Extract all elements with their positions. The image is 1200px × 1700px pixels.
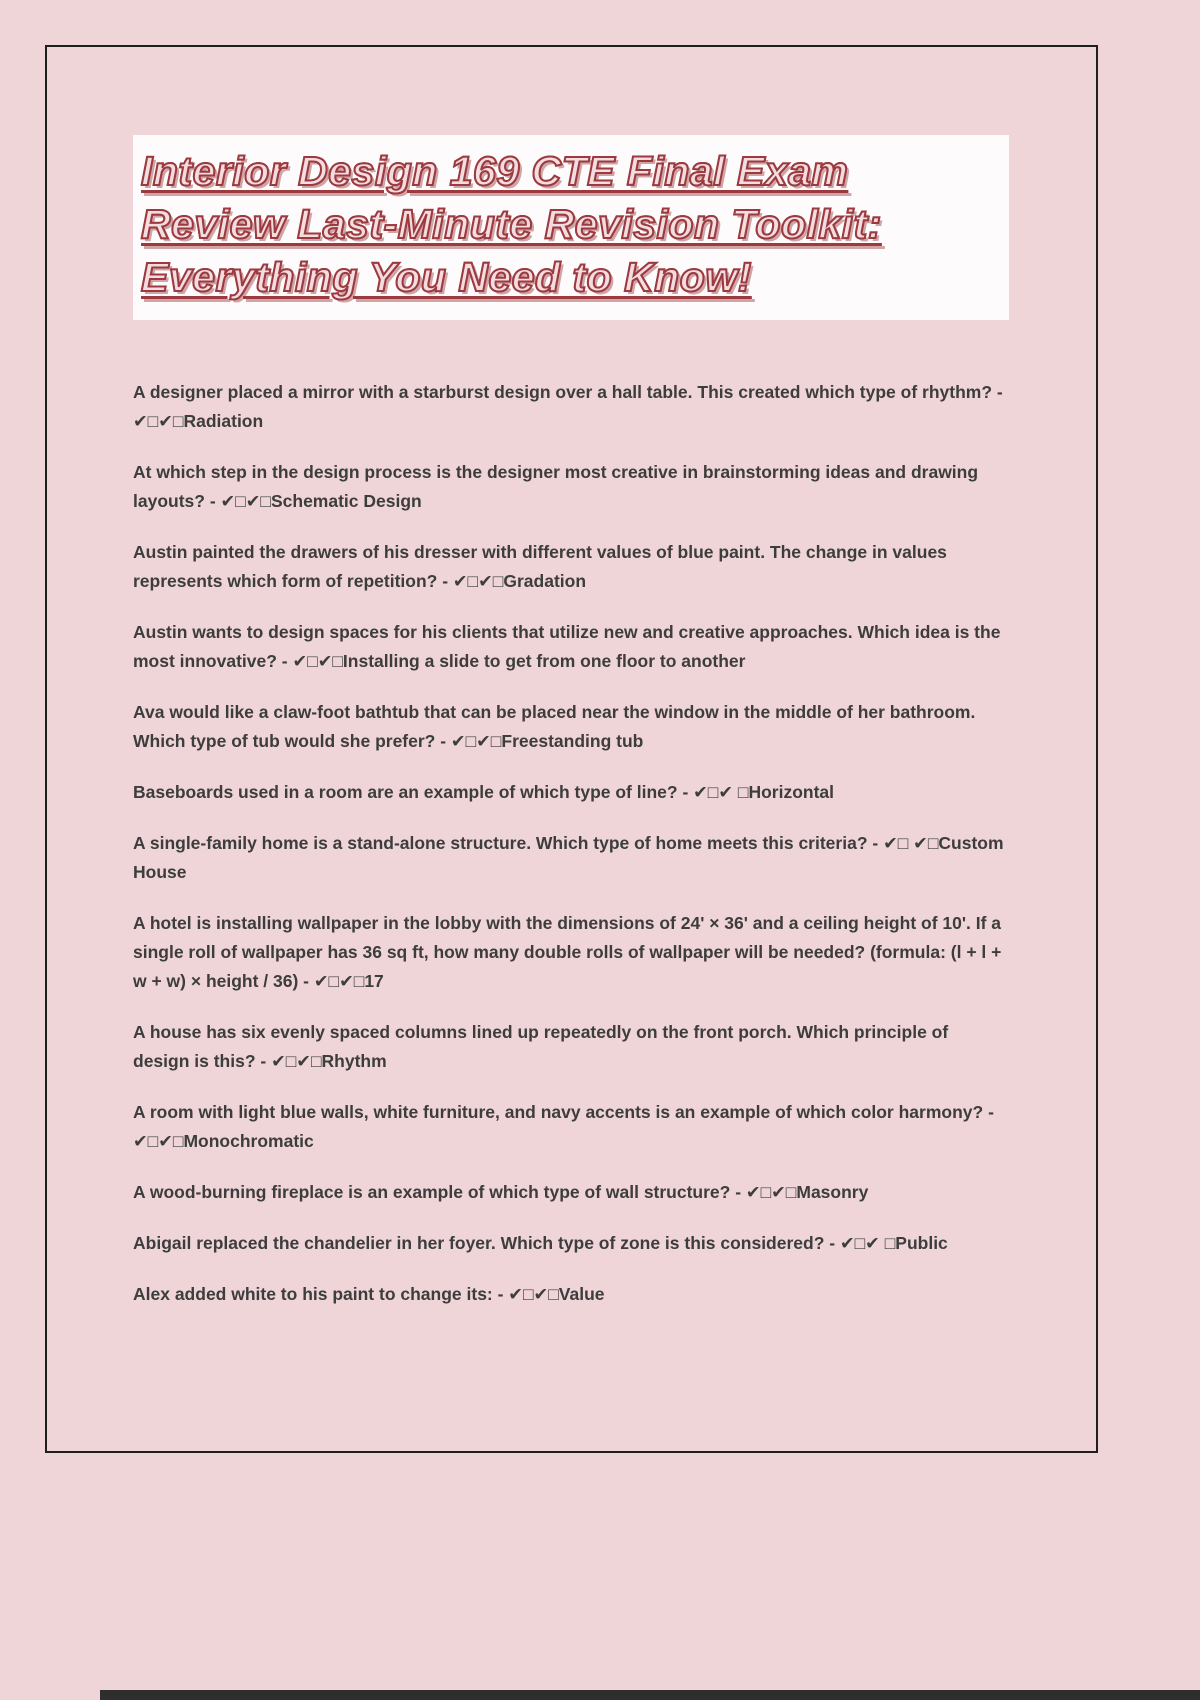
question-item-2: At which step in the design process is the designer most creative in brainstorming ideas and drawing layouts? - ✔□✔□Schematic Design xyxy=(133,462,979,511)
question-item-9: A house has six evenly spaced columns lined up repeatedly on the front porch. Which principle of design is this? - ✔□✔□Rhythm xyxy=(133,1022,949,1071)
question-item-11: A wood-burning fireplace is an example of which type of wall structure? - ✔□✔□Masonry xyxy=(133,1182,869,1202)
question-item-10: A room with light blue walls, white furniture, and navy accents is an example of which color harmony? - ✔□✔□Monochromatic xyxy=(133,1102,994,1151)
question-item-5: Ava would like a claw-foot bathtub that can be placed near the window in the middle of her bathroom. Which type of tub would she prefer? - ✔□✔□Freestanding tub xyxy=(133,702,976,751)
question-item-4: Austin wants to design spaces for his clients that utilize new and creative approaches. Which idea is the most innovative? - ✔□✔□Installing a slide to get from one floor to another xyxy=(133,622,1001,671)
question-item-7: A single-family home is a stand-alone structure. Which type of home meets this criteria? - ✔□ ✔□Custom House xyxy=(133,833,1004,882)
question-item-3: Austin painted the drawers of his dresser with different values of blue paint. The change in values represents which form of repetition? - ✔□✔□Gradation xyxy=(133,542,947,591)
document-title-line-2: Review Last-Minute Revision Toolkit: xyxy=(141,201,882,247)
question-list xyxy=(133,378,1009,1309)
document-content xyxy=(133,135,1009,1331)
question-item-1: A designer placed a mirror with a starburst design over a hall table. This created which type of rhythm? - ✔□✔□Radiation xyxy=(133,382,1003,431)
document-frame xyxy=(45,45,1098,1453)
title-block xyxy=(133,135,1009,320)
question-item-13: Alex added white to his paint to change its: - ✔□✔□Value xyxy=(133,1284,605,1304)
document-title-line-1: Interior Design 169 CTE Final Exam xyxy=(141,148,849,194)
question-item-6: Baseboards used in a room are an example of which type of line? - ✔□✔ □Horizontal xyxy=(133,782,835,802)
question-item-8: A hotel is installing wallpaper in the lobby with the dimensions of 24' × 36' and a ceiling height of 10'. If a single roll of wallpaper has 36 sq ft, how many double rolls of wallpaper will be needed? (formula: (l + l + w + w) × height / 36) - ✔□✔□17 xyxy=(133,913,1002,991)
question-item-12: Abigail replaced the chandelier in her foyer. Which type of zone is this considered? - ✔□✔ □Public xyxy=(133,1233,948,1253)
next-page-edge xyxy=(100,1690,1200,1700)
document-title-line-3: Everything You Need to Know! xyxy=(141,254,752,300)
